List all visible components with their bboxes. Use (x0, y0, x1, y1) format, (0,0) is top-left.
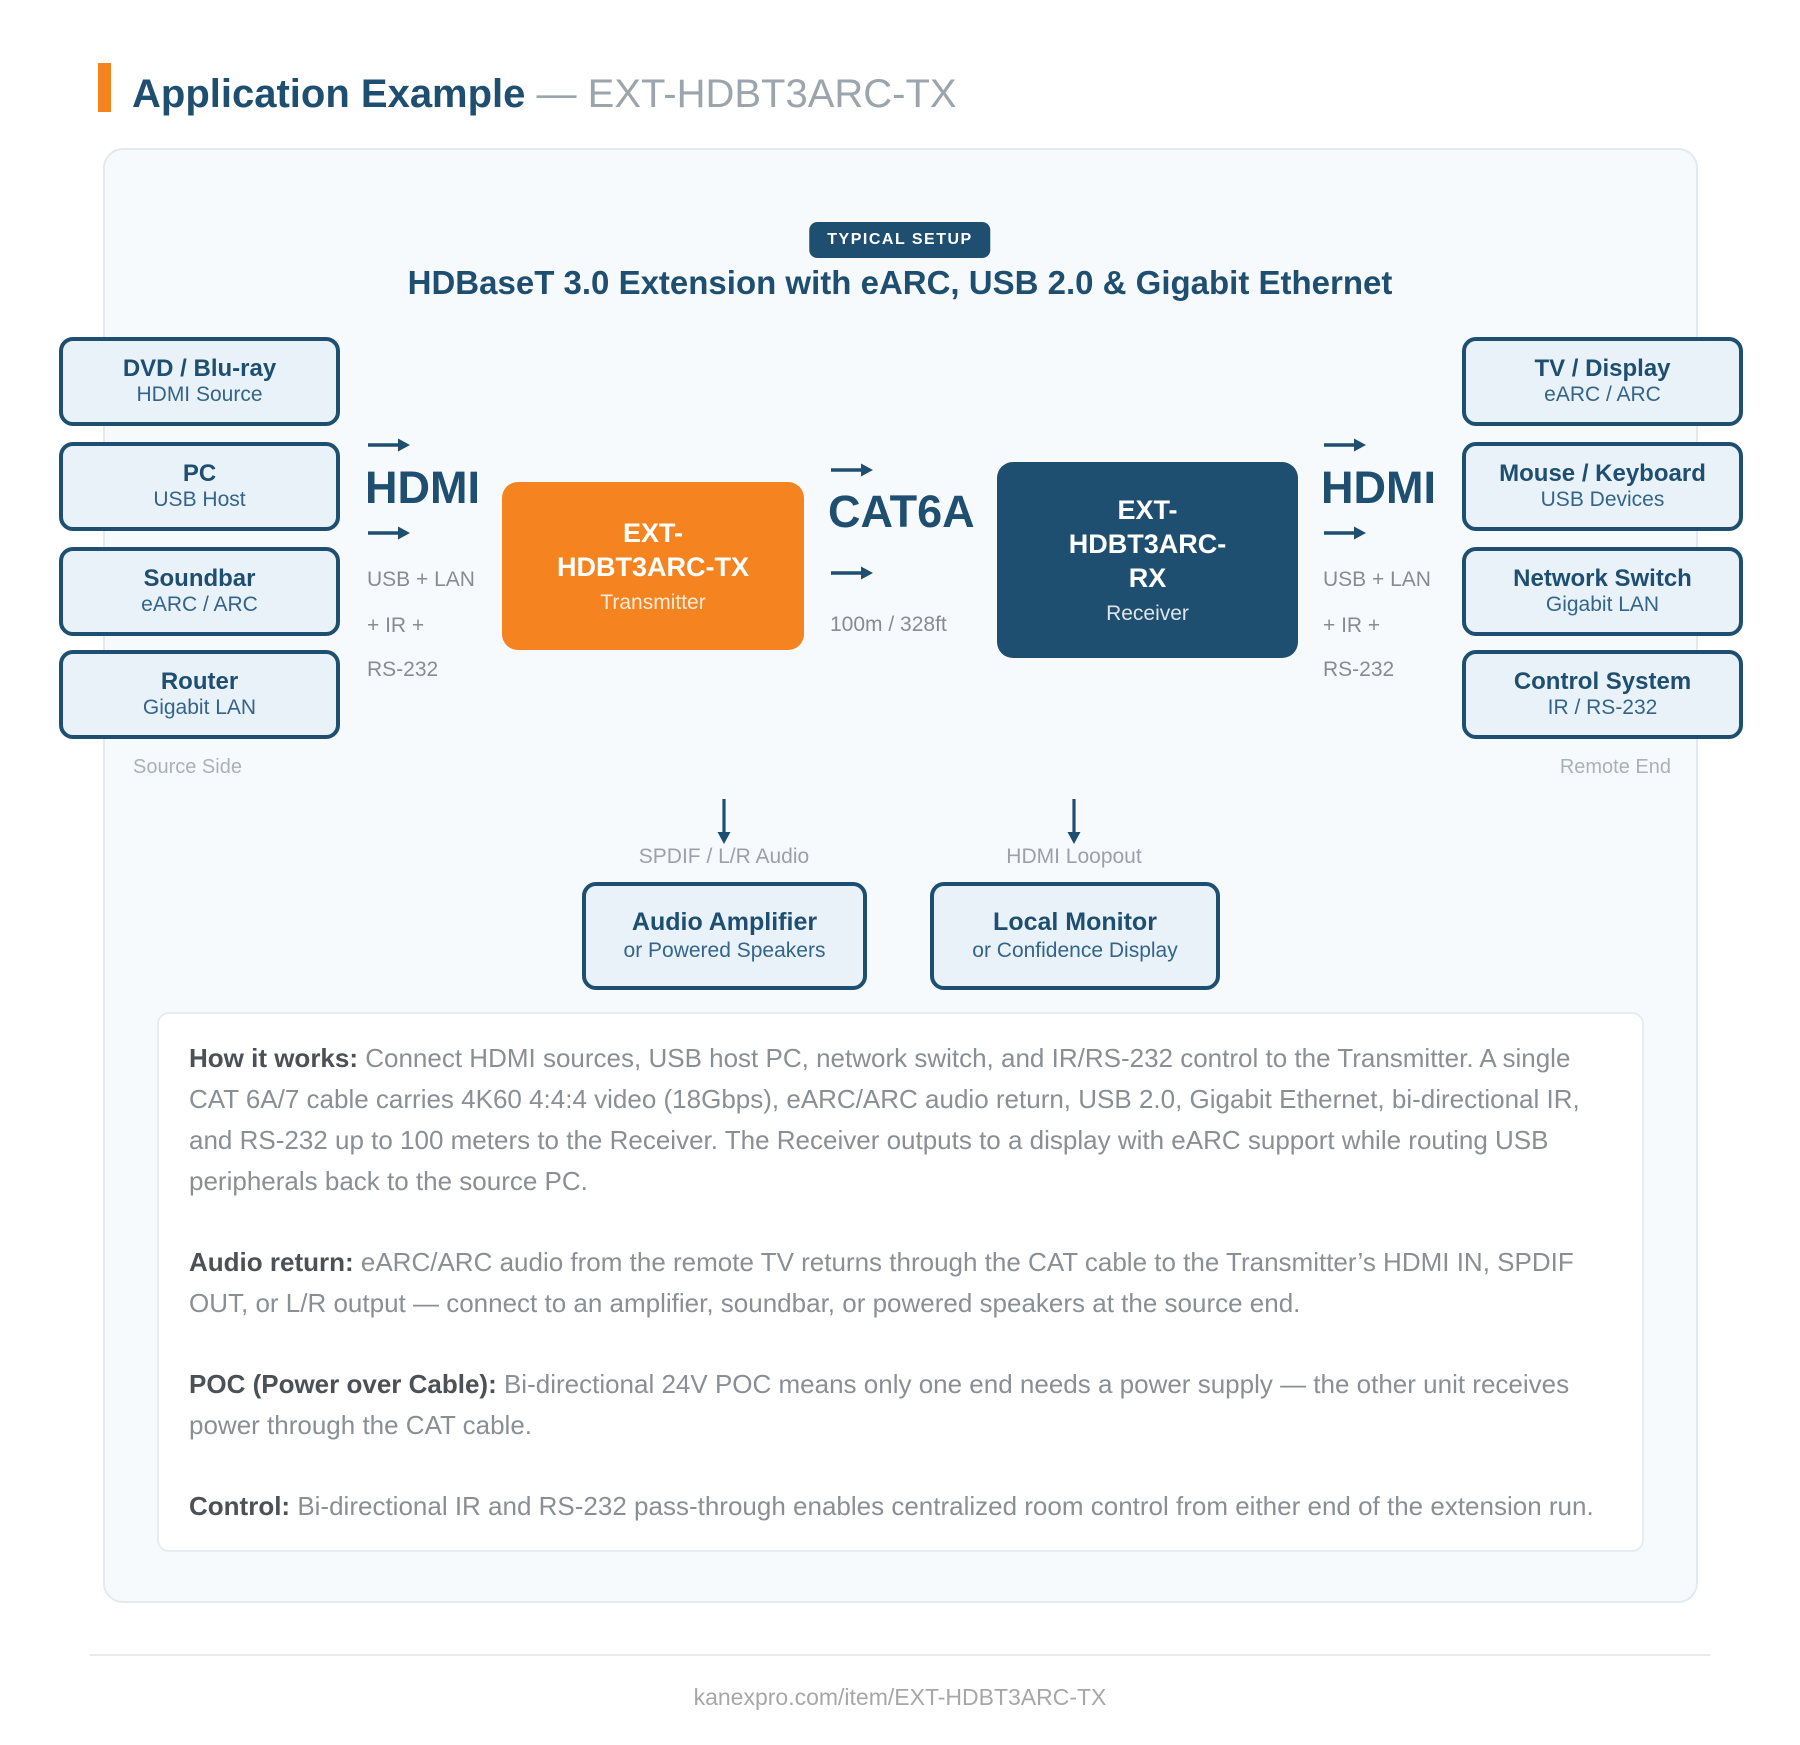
audio-amplifier-box (582, 882, 867, 990)
left-link-rs232: RS-232 (367, 658, 439, 681)
transmitter-role: Transmitter (600, 590, 706, 614)
device-title: PC (182, 459, 217, 487)
receiver-role: Receiver (1106, 601, 1189, 625)
remote-box-network-switch (1462, 547, 1743, 636)
output-box-subtitle: or Confidence Display (972, 939, 1178, 963)
device-title: Network Switch (1513, 564, 1692, 592)
note-audio-return: Audio return: eARC/ARC audio from the remote TV returns through the CAT cable to the Transmitter’s HDMI IN, SPDIF OUT, or L/R output — connect to an amplifier, soundbar, or powered speakers at the source end. (189, 1247, 1574, 1318)
device-subtitle: eARC / ARC (1544, 383, 1661, 407)
hdmi-link-right: HDMI (1321, 462, 1436, 513)
device-subtitle: HDMI Source (136, 383, 263, 407)
page-title-model: — EXT-HDBT3ARC-TX (536, 72, 957, 116)
remote-end-label: Remote End (1559, 756, 1671, 778)
page-title-bold: Application Example (132, 72, 526, 116)
receiver-name: EXT- HDBT3ARC- RX (1068, 495, 1227, 593)
output-box-subtitle: or Powered Speakers (623, 939, 826, 963)
receiver-unit (997, 462, 1298, 658)
notes-panel (157, 1012, 1644, 1552)
device-subtitle: USB Devices (1540, 488, 1665, 512)
accent-bar (98, 63, 111, 112)
device-subtitle: USB Host (153, 488, 246, 512)
source-box-router (59, 650, 340, 739)
page-title (132, 72, 957, 117)
right-arrow-icon (1323, 436, 1367, 454)
right-arrow-icon (830, 461, 874, 479)
right-link-rs232: RS-232 (1323, 658, 1395, 681)
device-subtitle: Gigabit LAN (1545, 593, 1660, 617)
hdmi-loopout-label: HDMI Loopout (1006, 845, 1142, 868)
source-box-soundbar (59, 547, 340, 636)
down-arrow-icon (714, 798, 734, 846)
right-link-usb-lan: USB + LAN (1323, 568, 1431, 591)
remote-box-tv (1462, 337, 1743, 426)
right-link-ir: + IR + (1323, 614, 1381, 637)
diagram-title: HDBaseT 3.0 Extension with eARC, USB 2.0 & Gigabit Ethernet (407, 264, 1393, 301)
device-title: Soundbar (143, 564, 256, 592)
right-arrow-icon (367, 436, 411, 454)
typical-setup-badge: TYPICAL SETUP (809, 222, 990, 258)
device-title: TV / Display (1534, 354, 1671, 382)
left-link-ir: + IR + (367, 614, 425, 637)
remote-box-mouse-keyboard (1462, 442, 1743, 531)
hdmi-link-left: HDMI (365, 462, 480, 513)
note-how-it-works: How it works: Connect HDMI sources, USB host PC, network switch, and IR/RS-232 control to the Transmitter. A single CAT 6A/7 cable carries 4K60 4:4:4 video (18Gbps), eARC/ARC audio return, USB 2.0, Gigabit Ethernet, bi-directional IR, and RS-232 up to 100 meters to the Receiver. The Receiver outputs to a display with eARC support while routing USB peripherals back to the source PC. (189, 1043, 1580, 1196)
source-box-dvd (59, 337, 340, 426)
footer-url: kanexpro.com/item/EXT-HDBT3ARC-TX (693, 1684, 1107, 1710)
device-title: Router (160, 667, 239, 695)
cat6a-label: CAT6A (828, 486, 975, 537)
transmitter-unit (502, 482, 804, 650)
transmitter-name: EXT- HDBT3ARC-TX (557, 518, 749, 582)
left-link-usb-lan: USB + LAN (367, 568, 475, 591)
note-control: Control: Bi-directional IR and RS-232 pass-through enables centralized room control from either end of the extension run. (189, 1491, 1594, 1521)
device-subtitle: IR / RS-232 (1547, 696, 1658, 720)
cable-distance-label: 100m / 328ft (830, 613, 947, 636)
device-title: Control System (1513, 667, 1692, 695)
footer-divider (90, 1654, 1710, 1656)
device-subtitle: Gigabit LAN (142, 696, 257, 720)
source-box-pc (59, 442, 340, 531)
remote-box-control-system (1462, 650, 1743, 739)
down-arrow-icon (1064, 798, 1084, 846)
source-side-label: Source Side (133, 756, 242, 778)
note-poc: POC (Power over Cable): Bi-directional 24V POC means only one end needs a power supply — the other unit receives power through the CAT cable. (189, 1369, 1570, 1440)
device-title: Mouse / Keyboard (1499, 459, 1706, 487)
right-arrow-icon (367, 524, 411, 542)
device-title: DVD / Blu-ray (122, 354, 277, 382)
output-box-title: Audio Amplifier (631, 908, 818, 937)
spdif-audio-label: SPDIF / L/R Audio (638, 845, 810, 868)
output-box-title: Local Monitor (993, 908, 1157, 937)
device-subtitle: eARC / ARC (141, 593, 258, 617)
local-monitor-box (930, 882, 1220, 990)
right-arrow-icon (830, 564, 874, 582)
right-arrow-icon (1323, 524, 1367, 542)
